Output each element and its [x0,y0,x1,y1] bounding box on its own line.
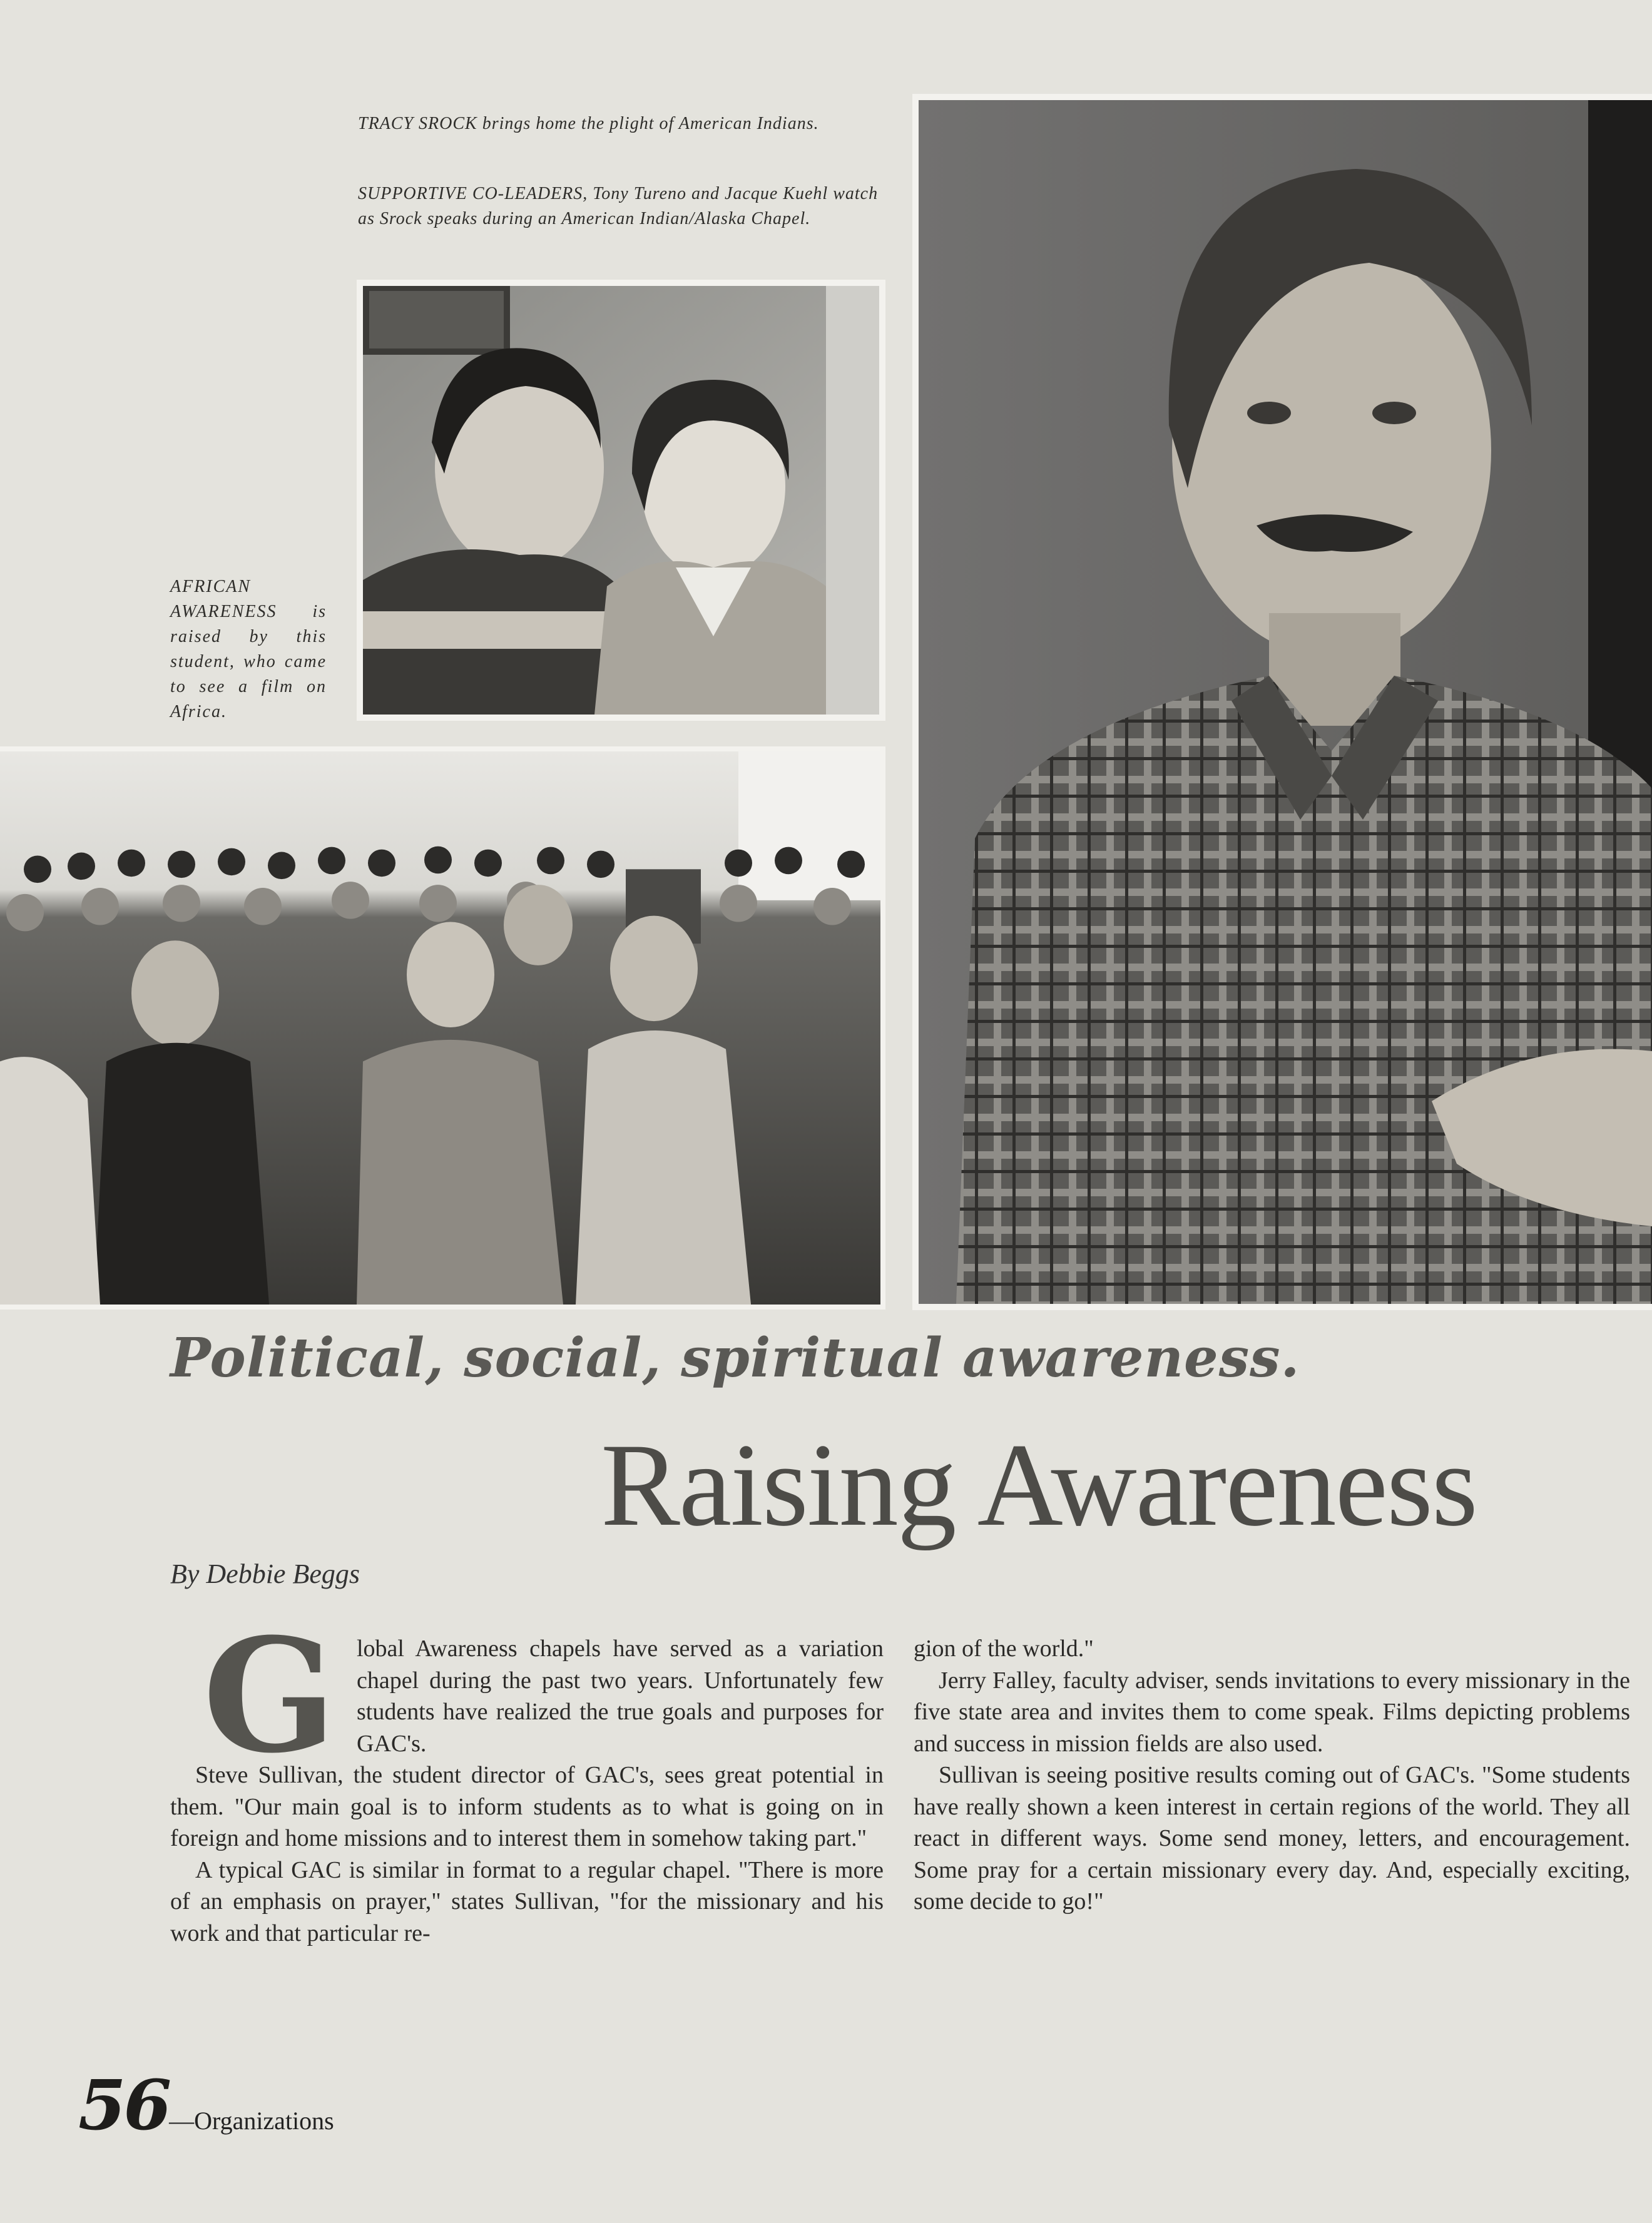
page-number: 56 [78,2065,170,2145]
page-folio [78,2065,334,2145]
article-paragraph: A typical GAC is similar in format to a regular chapel. "There is more of an emphasis on prayer," states Sullivan, "for the missionary and his work and that particular re- [170,1856,884,1946]
byline: By Debbie Beggs [170,1559,360,1589]
article-paragraph: Steve Sullivan, the student director of GAC's, sees great potential in them. "Our main goal is to inform students as to what is going on in foreign and home missions and to interest them in somehow taking part." [170,1762,884,1851]
article-column-left [170,1604,884,1949]
photo-co-leaders [357,280,885,721]
article-paragraph: Jerry Falley, faculty adviser, sends invitations to every missionary in the five state area and invites them to come speak. Films depicting problems and success in mission fields are also used. [914,1667,1630,1757]
article-paragraph: Sullivan is seeing positive results coming out of GAC's. "Some students have really shown a keen interest in certain regions of the world. They all react in different ways. Some send money, letters, and encouragement. Some pray for a certain missionary every day. And, especially exciting, some decide to go!" [914,1762,1630,1915]
article-paragraph: lobal Awareness chapels have served as a variation chapel during the past two years. Unfortunately few students have realized the true goals and purposes for GAC's. [357,1635,884,1757]
caption-co-leaders: SUPPORTIVE CO-LEADERS, Tony Tureno and Jacque Kuehl watch as Srock speaks during an American Indian/Alaska Chapel. [358,184,879,228]
article-column-right [914,1633,1630,1918]
photo-speaker [912,94,1652,1310]
article-paragraph: gion of the world." [914,1635,1094,1662]
audience-image [0,751,880,1305]
page-title: Raising Awareness [601,1420,1477,1551]
caption-african-awareness: AFRICAN AWARENESS is raised by this student, who came to see a film on Africa. [170,577,327,721]
caption-tracy-srock: TRACY SROCK brings home the plight of American Indians. [358,114,819,133]
speaker-image [919,100,1652,1304]
photo-audience [0,746,885,1310]
kicker-heading: Political, social, spiritual awareness. [170,1326,1300,1390]
section-label: —Organizations [169,2107,334,2135]
co-leaders-image [363,286,879,715]
drop-cap: G [203,1604,337,1788]
